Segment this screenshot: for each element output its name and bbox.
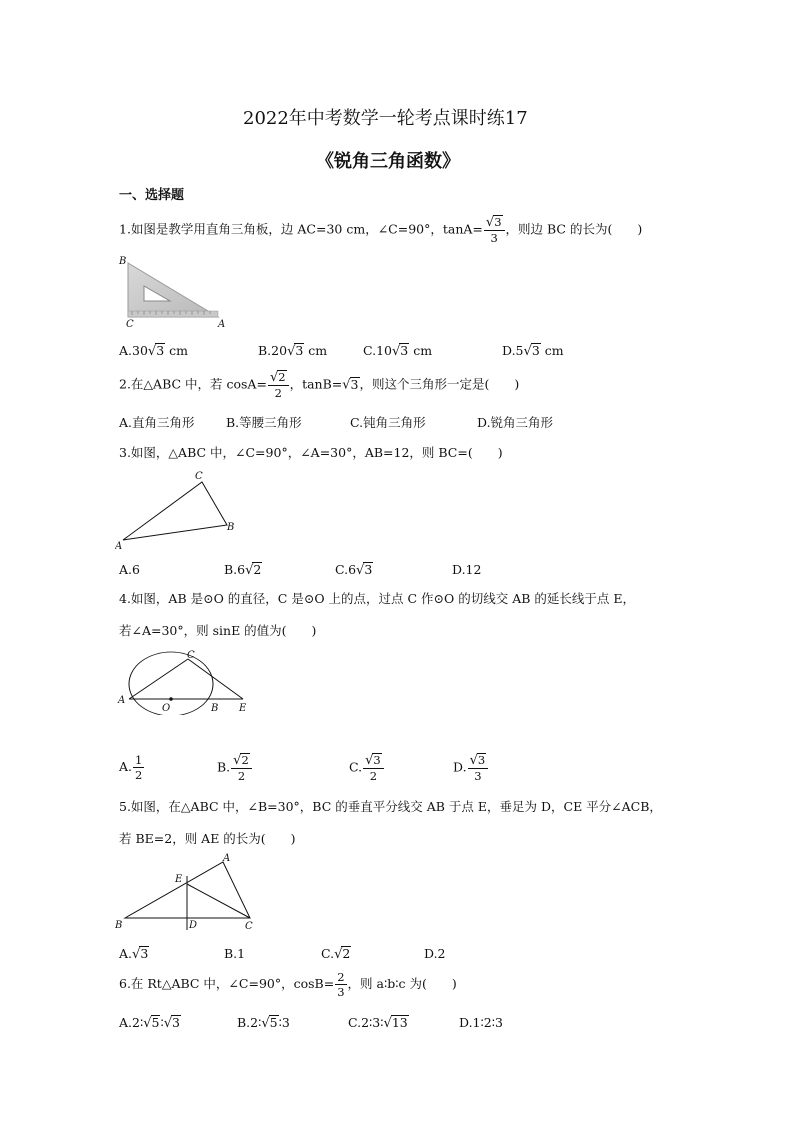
q6-frac-num: 2: [337, 970, 345, 984]
q1-label-b: B: [119, 256, 127, 267]
q4-opt-a-frac: [133, 753, 144, 782]
q4-opt-c-pre: C.: [349, 759, 363, 775]
q1-opt-a-rad: 3: [156, 343, 165, 358]
q2-option-d: D.锐角三角形: [477, 415, 554, 430]
page-subtitle: 《锐角三角函数》: [316, 151, 460, 172]
q3-label-b: B: [227, 522, 235, 533]
q1-option-b: B.20√3 cm: [258, 343, 328, 359]
q6-opt-a-mid: ∶: [160, 1015, 164, 1030]
q4-label-a: A: [118, 695, 126, 706]
q4-opt-b-frac: $\frac{√2}{2}$: [231, 753, 252, 783]
q1-text-pre: 1.如图是教学用直角三角板，边 AC=30 cm，∠C=90°，tanA=: [119, 221, 483, 237]
q4-tangent-ce: [188, 659, 243, 699]
q1-opt-a-post: cm: [165, 343, 188, 358]
q5-option-a: A.√3: [119, 946, 149, 962]
question-6: [119, 970, 457, 999]
q4-center-point: [169, 697, 173, 701]
q4-opt-a-den: 2: [135, 768, 143, 782]
q1-opt-c-post: cm: [409, 343, 433, 358]
q6-option-c: C.2∶3∶√13: [348, 1015, 408, 1031]
q1-option-a: A.30√3 cm: [119, 343, 188, 359]
q4-opt-d-rad: 3: [477, 753, 486, 767]
q1-opt-b-post: cm: [304, 343, 328, 358]
q4-opt-a-num: 1: [135, 753, 143, 767]
q6-opt-a-rad2: 3: [172, 1015, 180, 1030]
q6-opt-a-pre: A.2∶: [119, 1015, 144, 1030]
q2-option-b: B.等腰三角形: [226, 415, 302, 430]
question-4-line-1: 4.如图，AB 是⊙O 的直径，C 是⊙O 上的点，过点 C 作⊙O 的切线交 AB 的延长线于点 E，: [119, 591, 636, 606]
q1-option-d: D.5√3 cm: [502, 343, 564, 359]
q1-option-c: C.10√3 cm: [363, 343, 433, 359]
q3-triangle: [123, 482, 227, 540]
q2-text-post: ，则这个三角形一定是( ): [359, 376, 520, 392]
q3-label-a: A: [115, 541, 123, 552]
q2-option-c: C.钝角三角形: [350, 415, 426, 430]
q1-opt-c-pre: C.10: [363, 343, 392, 358]
q5-label-e: E: [175, 874, 183, 885]
q1-frac-num: 3: [494, 215, 502, 229]
q4-opt-d-frac: $\frac{√3}{3}$: [468, 753, 489, 783]
q6-text-post: ，则 a∶b∶c 为( ): [347, 976, 457, 991]
q4-opt-b-rad: 2: [241, 753, 249, 767]
question-5-line-2: 若 BE=2，则 AE 的长为( ): [119, 831, 296, 846]
q1-opt-d-rad: 3: [531, 343, 540, 358]
q2-option-a: A.直角三角形: [119, 415, 195, 430]
q1-triangle-plate: [128, 263, 218, 317]
q6-text-pre: 6.在 Rt△ABC 中，∠C=90°，cosB=: [119, 976, 335, 991]
q5-label-a: A: [223, 853, 231, 864]
q1-opt-b-pre: B.20: [258, 343, 288, 358]
q1-frac-den: 3: [490, 231, 498, 245]
question-1: [119, 215, 642, 245]
q1-opt-c-rad: 3: [400, 343, 409, 358]
q5-segment-ce: [187, 884, 250, 918]
q3-opt-b-pre: B.6: [224, 562, 246, 577]
q4-opt-c-frac: $\frac{√3}{2}$: [363, 753, 384, 783]
question-4-line-2: 若∠A=30°，则 sinE 的值为( ): [119, 623, 317, 638]
q3-opt-c-pre: C.6: [335, 562, 357, 577]
question-2: 2.在△ABC 中，若 cosA= $\frac{√2}{2}$ ，tanB=√3，则这个三角形一定是( ): [119, 370, 520, 400]
q3-option-d: D.12: [452, 562, 482, 577]
q3-option-a: A.6: [119, 562, 140, 577]
q4-opt-b-pre: B.: [217, 759, 231, 775]
q1-fraction: $\frac{√3}{3}$: [484, 215, 505, 245]
q6-opt-b-mid: ∶3: [278, 1015, 290, 1030]
q6-opt-c-rad1: 13: [391, 1015, 408, 1030]
q1-opt-d-post: cm: [540, 343, 564, 358]
q6-fraction: [335, 970, 346, 999]
q5-label-d: D: [189, 920, 198, 931]
question-5-line-1: 5.如图，在△ABC 中，∠B=30°，BC 的垂直平分线交 AB 于点 E，垂足为 D，CE 平分∠ACB，: [119, 799, 662, 814]
q2-text-pre: 2.在△ABC 中，若 cosA=: [119, 376, 267, 392]
question-3: 3.如图，△ABC 中，∠C=90°，∠A=30°，AB=12，则 BC=( ): [119, 445, 503, 460]
q4-label-b: B: [211, 703, 219, 714]
q6-option-a: A.2∶√5∶√3: [119, 1015, 180, 1031]
q6-option-b: B.2∶√5∶3: [237, 1015, 290, 1031]
q4-label-c: C: [187, 650, 195, 661]
q4-opt-c-den: 2: [369, 769, 378, 783]
q4-chord-ac: [129, 659, 188, 699]
q4-option-d: [453, 753, 489, 783]
q5-label-c: C: [245, 921, 253, 932]
q4-option-b: [217, 753, 253, 783]
section-heading: 一、选择题: [119, 188, 185, 203]
q3-label-c: C: [195, 471, 203, 482]
q6-frac-den: 3: [337, 985, 345, 999]
q5-label-b: B: [115, 920, 123, 931]
q5-opt-c-rad: 2: [342, 946, 351, 961]
q4-option-a: [119, 753, 145, 782]
q6-opt-c-pre: C.2∶3∶: [348, 1015, 384, 1030]
q1-label-c: C: [126, 319, 134, 330]
q3-option-c: C.6√3: [335, 562, 373, 578]
q1-figure-set-square: [118, 255, 228, 335]
q6-option-d: D.1∶2∶3: [459, 1015, 503, 1030]
q4-label-e: E: [239, 703, 247, 714]
q4-opt-c-rad: 3: [373, 753, 381, 767]
q3-opt-c-rad: 3: [364, 562, 373, 577]
q3-figure-triangle: [115, 468, 245, 553]
q2-rad: 3: [350, 376, 359, 392]
q4-opt-b-den: 2: [237, 769, 246, 783]
q5-opt-c-pre: C.: [321, 946, 335, 961]
q3-opt-b-rad: 2: [253, 562, 262, 577]
page-title: 2022年中考数学一轮考点课时练17: [243, 108, 528, 129]
q5-figure-triangle: [115, 852, 260, 934]
q5-opt-a-rad: 3: [140, 946, 149, 961]
q6-opt-b-pre: B.2∶: [237, 1015, 262, 1030]
q2-text-mid: ，tanB=: [289, 376, 343, 392]
q4-opt-d-pre: D.: [453, 759, 467, 775]
q6-opt-a-rad1: 5: [151, 1015, 160, 1030]
q2-frac-num: 2: [278, 370, 286, 384]
q1-text-post: ，则边 BC 的长为( ): [505, 221, 643, 237]
q6-opt-b-rad1: 5: [269, 1015, 278, 1030]
q2-frac-den: 2: [274, 386, 282, 400]
q4-opt-a-pre: A.: [119, 759, 133, 774]
q4-option-c: [349, 753, 385, 783]
q5-option-d: D.2: [424, 946, 446, 961]
q1-opt-d-pre: D.5: [502, 343, 524, 358]
q1-label-a: A: [218, 319, 226, 330]
q4-figure-circle: [115, 650, 255, 715]
q3-option-b: B.6√2: [224, 562, 262, 578]
q4-circle: [129, 652, 213, 715]
q1-ruler-edge: [128, 311, 218, 317]
q5-option-b: B.1: [224, 946, 246, 961]
q5-option-c: C.√2: [321, 946, 351, 962]
q5-opt-a-pre: A.: [119, 946, 133, 961]
q1-opt-b-rad: 3: [295, 343, 304, 358]
q4-opt-d-den: 3: [474, 769, 482, 783]
q1-opt-a-pre: A.30: [119, 343, 148, 358]
q2-fraction: $\frac{√2}{2}$: [268, 370, 289, 400]
q4-label-o: O: [162, 703, 171, 714]
